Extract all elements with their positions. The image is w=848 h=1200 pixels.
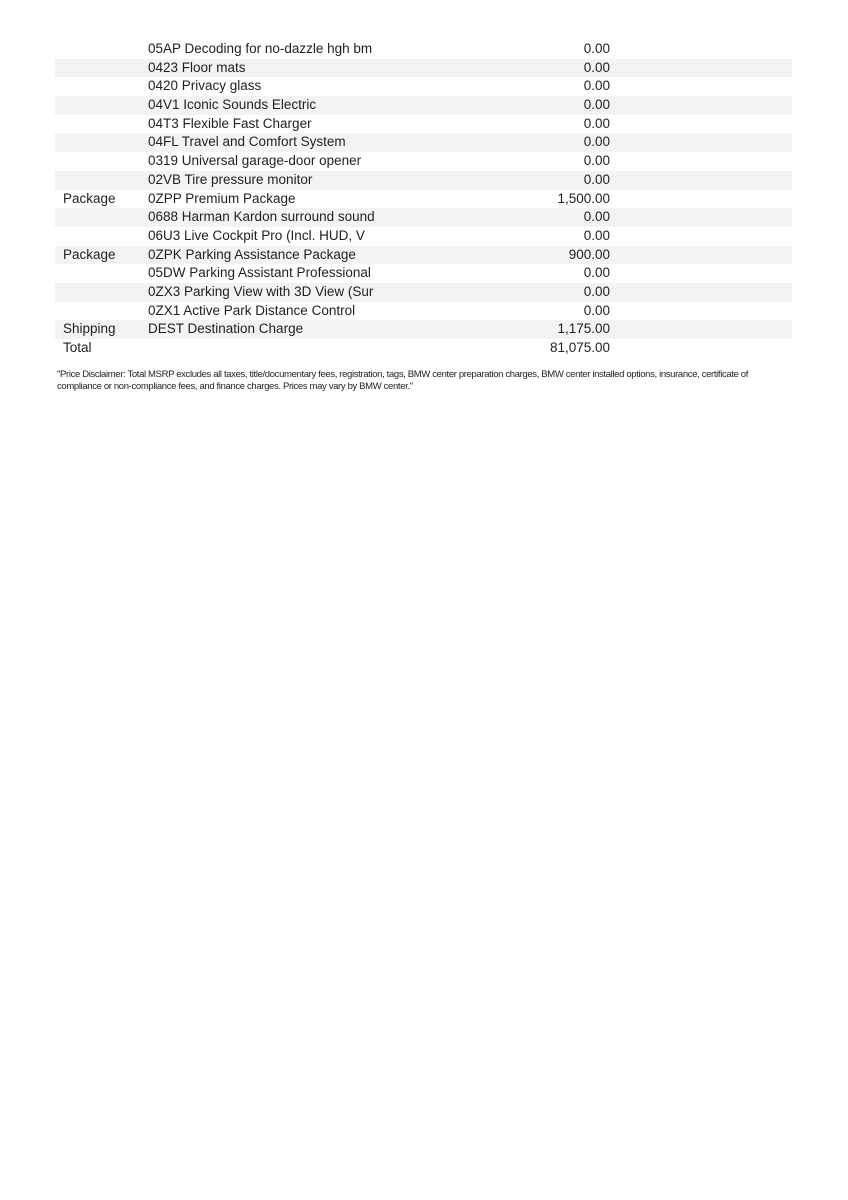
- row-price: 0.00: [583, 265, 610, 281]
- row-description: 0ZPK Parking Assistance Package: [148, 246, 356, 262]
- table-row: [55, 339, 792, 358]
- row-description: 0ZPP Premium Package: [148, 190, 296, 206]
- disclaimer-line: "Price Disclaimer: Total MSRP excludes all taxes, title/documentary fees, registration, tags, BMW center preparation charges, BMW center installed options, insurance, certificate of: [57, 369, 749, 380]
- table-row: [55, 302, 792, 321]
- table-row: [55, 283, 792, 302]
- row-price: 0.00: [583, 78, 610, 94]
- row-description: 04T3 Flexible Fast Charger: [148, 115, 312, 131]
- row-description: 0319 Universal garage-door opener: [148, 153, 362, 169]
- table-row: [55, 171, 792, 190]
- table-row: [55, 320, 792, 339]
- row-price: 0.00: [583, 171, 610, 187]
- row-description: 0423 Floor mats: [148, 59, 246, 75]
- table-row: [55, 115, 792, 134]
- row-description: 04V1 Iconic Sounds Electric: [148, 97, 317, 113]
- table-row: [55, 59, 792, 78]
- row-category-label: Package: [63, 190, 116, 206]
- row-category-label: Package: [63, 246, 116, 262]
- row-description: 0688 Harman Kardon surround sound: [148, 209, 375, 225]
- row-price: 0.00: [583, 209, 610, 225]
- row-price: 0.00: [583, 227, 610, 243]
- row-description: 0420 Privacy glass: [148, 78, 262, 94]
- row-description: 06U3 Live Cockpit Pro (Incl. HUD, V: [148, 227, 365, 243]
- row-description: 05AP Decoding for no-dazzle hgh bm: [148, 41, 373, 56]
- row-price: 1,175.00: [557, 321, 610, 337]
- row-price: 81,075.00: [549, 340, 610, 355]
- table-row: [55, 96, 792, 115]
- price-disclaimer: [57, 369, 797, 393]
- table-row: [55, 246, 792, 265]
- row-price: 900.00: [568, 246, 610, 262]
- table-row: [55, 208, 792, 227]
- table-row: [55, 227, 792, 246]
- table-row: [55, 133, 792, 152]
- disclaimer-line: compliance or non-compliance fees, and finance charges. Prices may vary by BMW center.": [57, 381, 413, 392]
- table-row: [55, 152, 792, 171]
- table-row: [55, 264, 792, 283]
- row-category-label: Total: [63, 340, 92, 355]
- row-description: 04FL Travel and Comfort System: [148, 134, 346, 150]
- row-price: 0.00: [583, 153, 610, 169]
- table-row: [55, 190, 792, 209]
- row-price: 0.00: [583, 302, 610, 318]
- row-description: 05DW Parking Assistant Professional: [148, 265, 371, 281]
- table-row: [55, 77, 792, 96]
- row-description: 0ZX3 Parking View with 3D View (Sur: [148, 283, 374, 299]
- row-price: 0.00: [583, 41, 610, 56]
- row-category-label: Shipping: [63, 321, 116, 337]
- row-price: 0.00: [583, 59, 610, 75]
- row-description: DEST Destination Charge: [148, 321, 304, 337]
- table-row: [55, 40, 792, 59]
- row-price: 0.00: [583, 115, 610, 131]
- row-price: 1,500.00: [557, 190, 610, 206]
- row-price: 0.00: [583, 97, 610, 113]
- row-price: 0.00: [583, 134, 610, 150]
- row-description: 02VB Tire pressure monitor: [148, 171, 313, 187]
- row-description: 0ZX1 Active Park Distance Control: [148, 302, 356, 318]
- row-price: 0.00: [583, 283, 610, 299]
- options-table: [55, 40, 792, 358]
